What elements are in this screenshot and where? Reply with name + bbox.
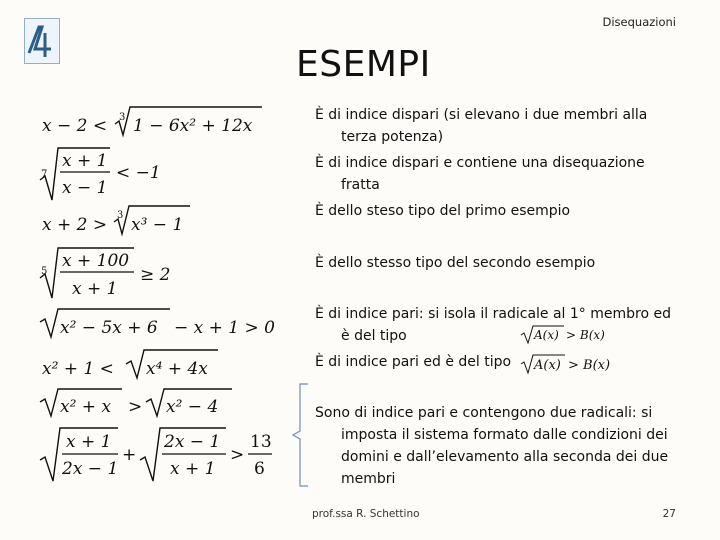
formula-type-a [520, 323, 630, 345]
description-5: È di indice pari: si isola il radicale al 1° membro ed è del tipo [315, 306, 671, 344]
svg-text:x² − 5x + 6: x² − 5x + 6 [60, 318, 158, 338]
svg-text:x + 100: x + 100 [62, 251, 130, 271]
description-6: È di indice pari ed è del tipo [315, 354, 512, 370]
formula-column [0, 0, 290, 500]
svg-text:x + 1: x + 1 [72, 279, 118, 299]
svg-text:x³ − 1: x³ − 1 [131, 215, 184, 235]
svg-text:> B(x): > B(x) [566, 328, 605, 342]
svg-text:13: 13 [250, 432, 272, 452]
description-3: È dello steso tipo del primo esempio [315, 203, 571, 219]
formula-6 [42, 350, 218, 379]
formula-5 [40, 309, 275, 338]
svg-text:x − 2 <: x − 2 < [42, 116, 108, 136]
svg-text:x + 1: x + 1 [170, 459, 216, 479]
svg-text:> B(x): > B(x) [568, 358, 611, 373]
svg-text:x + 2 >: x + 2 > [42, 215, 108, 235]
svg-text:6: 6 [254, 459, 265, 479]
svg-text:5: 5 [41, 266, 48, 277]
formula-3 [42, 206, 190, 235]
svg-text:x⁴ + 4x: x⁴ + 4x [146, 359, 208, 379]
footer-author: prof.ssa R. Schettino [312, 508, 420, 520]
svg-text:A(x): A(x) [534, 328, 559, 342]
svg-text:2x − 1: 2x − 1 [62, 459, 119, 479]
svg-text:>: > [128, 397, 143, 417]
description-2: È di indice dispari e contiene una disequazione fratta [315, 155, 645, 193]
svg-text:2x − 1: 2x − 1 [164, 432, 221, 452]
page-number: 27 [662, 508, 676, 520]
description-7: Sono di indice pari e contengono due radicali: si imposta il sistema formato dalle condizioni dei domini e dall’elevamento alla seconda dei due membri [315, 405, 669, 487]
description-1: È di indice dispari (si elevano i due membri alla terza potenza) [315, 107, 648, 145]
page-title: ESEMPI [296, 44, 431, 85]
svg-text:>: > [230, 445, 245, 465]
svg-text:x² − 4: x² − 4 [166, 397, 219, 417]
svg-text:− x + 1 > 0: − x + 1 > 0 [174, 318, 275, 338]
svg-text:x − 1: x − 1 [62, 178, 108, 198]
svg-text:7: 7 [41, 169, 48, 180]
formula-7 [40, 389, 232, 417]
svg-text:A(x): A(x) [534, 358, 561, 373]
svg-text:≥ 2: ≥ 2 [140, 265, 171, 285]
svg-text:x + 1: x + 1 [62, 151, 108, 171]
svg-text:x² + 1 <: x² + 1 < [42, 359, 114, 379]
svg-text:+: + [122, 445, 137, 465]
formula-2 [40, 148, 161, 200]
svg-text:x + 1: x + 1 [66, 432, 112, 452]
grouping-bracket [290, 383, 312, 487]
svg-text:1 − 6x² + 12x: 1 − 6x² + 12x [133, 116, 253, 136]
svg-text:x² + x: x² + x [60, 397, 112, 417]
formula-8 [40, 428, 272, 481]
svg-text:3: 3 [117, 210, 124, 221]
description-4: È dello stesso tipo del secondo esempio [315, 255, 596, 271]
svg-text:3: 3 [119, 112, 126, 123]
formula-type-b [520, 351, 630, 375]
formula-1 [42, 107, 262, 136]
svg-text:< −1: < −1 [116, 163, 161, 183]
header-title: Disequazioni [602, 15, 676, 29]
formula-4 [40, 248, 170, 299]
